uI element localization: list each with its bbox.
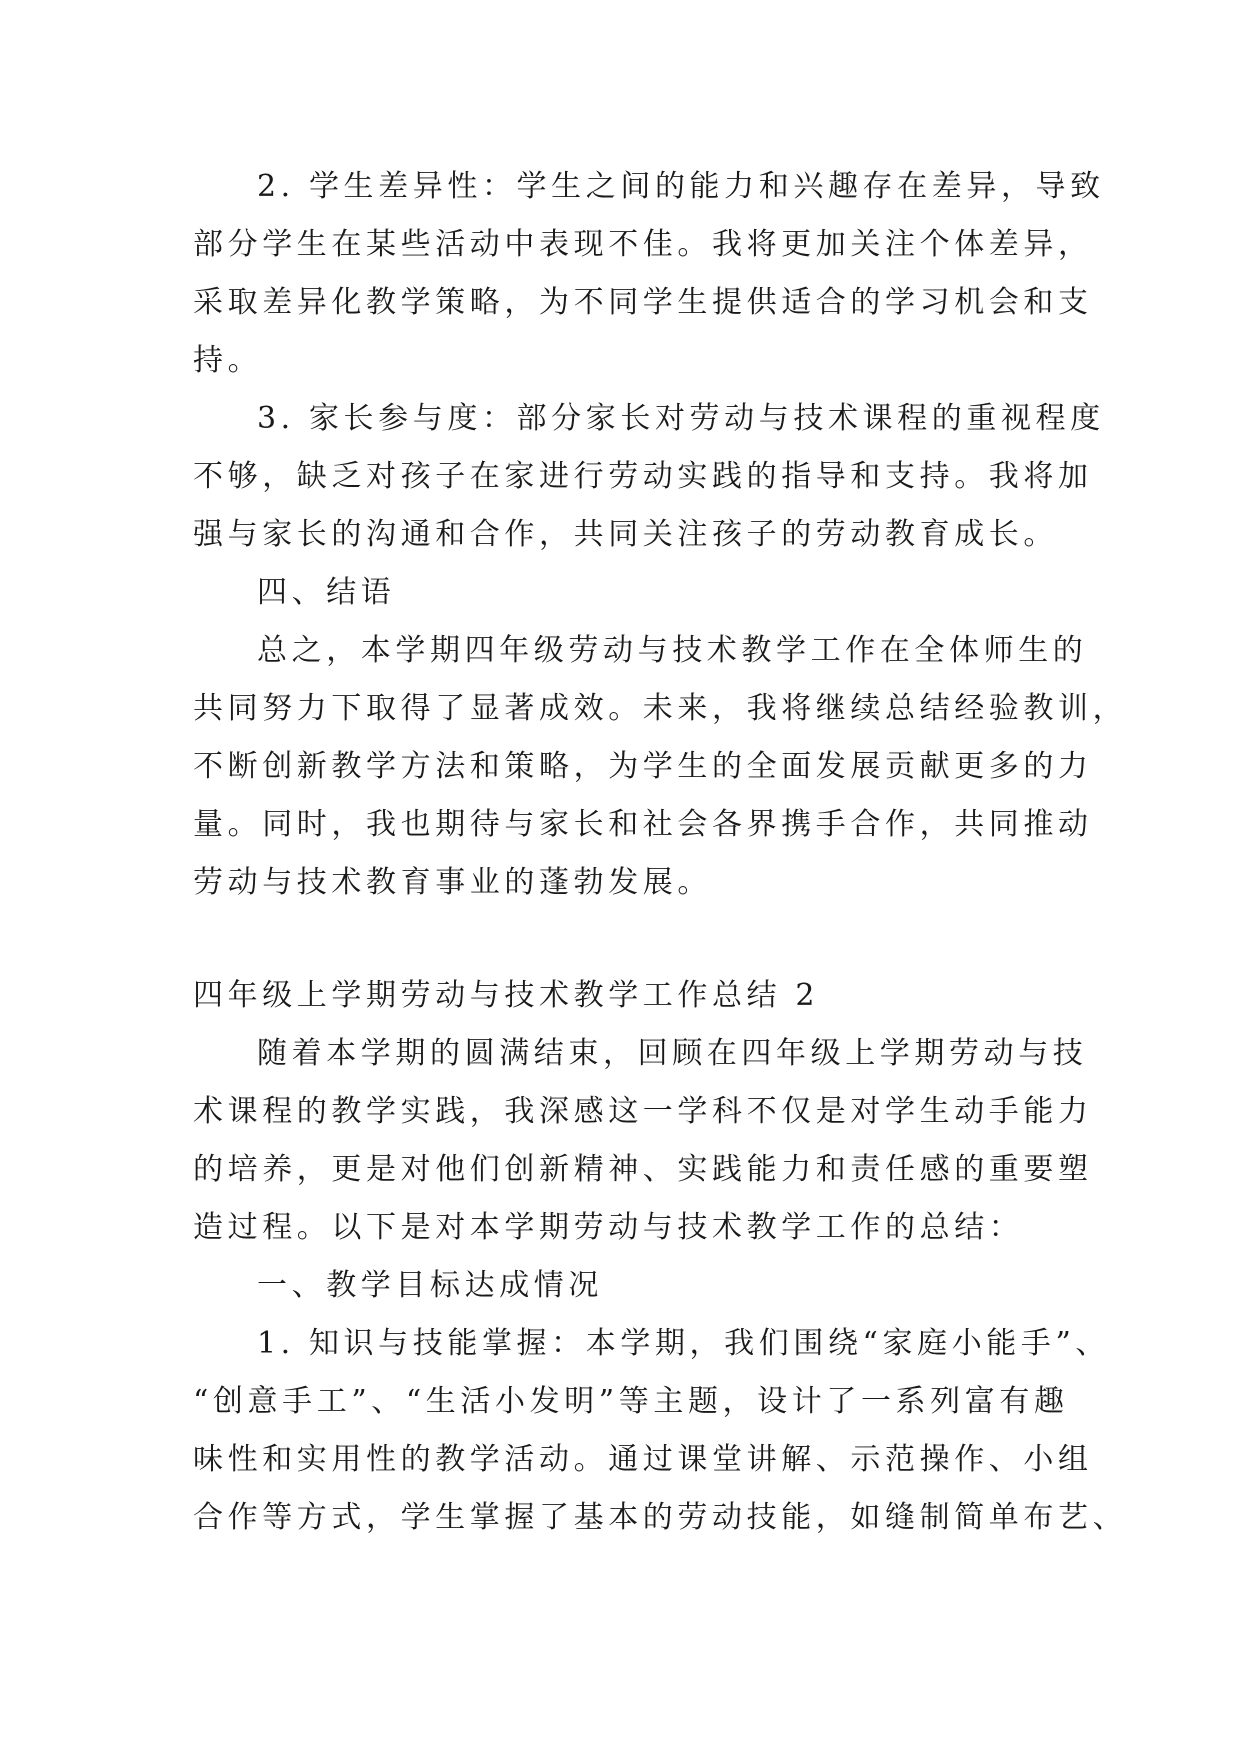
- paragraph-line: 味性和实用性的教学活动。通过课堂讲解、示范操作、小组: [193, 1442, 1093, 1477]
- section-heading: 四、结语: [257, 575, 396, 610]
- paragraph-line: 劳动与技术教育事业的蓬勃发展。: [193, 865, 712, 900]
- section-heading: 一、教学目标达成情况: [257, 1268, 603, 1303]
- paragraph-line: 3. 家长参与度：部分家长对劳动与技术课程的重视程度: [257, 401, 1105, 436]
- paragraph-line: 部分学生在某些活动中表现不佳。我将更加关注个体差异，: [193, 227, 1093, 262]
- paragraph-line: 的培养，更是对他们创新精神、实践能力和责任感的重要塑: [193, 1152, 1093, 1187]
- paragraph-line: 合作等方式，学生掌握了基本的劳动技能，如缝制简单布艺、: [193, 1500, 1128, 1535]
- paragraph-line: 量。同时，我也期待与家长和社会各界携手合作，共同推动: [193, 807, 1093, 842]
- paragraph-line: “创意手工”、“生活小发明”等主题，设计了一系列富有趣: [193, 1384, 1069, 1419]
- paragraph-line: 1. 知识与技能掌握：本学期，我们围绕“家庭小能手”、: [257, 1326, 1111, 1361]
- paragraph-line: 总之，本学期四年级劳动与技术教学工作在全体师生的: [257, 633, 1088, 668]
- paragraph-line: 造过程。以下是对本学期劳动与技术教学工作的总结：: [193, 1210, 1024, 1245]
- paragraph-line: 不断创新教学方法和策略，为学生的全面发展贡献更多的力: [193, 749, 1093, 784]
- paragraph-line: 2. 学生差异性：学生之间的能力和兴趣存在差异，导致: [257, 169, 1105, 204]
- paragraph-line: 随着本学期的圆满结束，回顾在四年级上学期劳动与技: [257, 1036, 1088, 1071]
- document-title: 四年级上学期劳动与技术教学工作总结 2: [193, 978, 820, 1013]
- paragraph-line: 持。: [193, 343, 263, 378]
- paragraph-line: 术课程的教学实践，我深感这一学科不仅是对学生动手能力: [193, 1094, 1093, 1129]
- paragraph-line: 采取差异化教学策略，为不同学生提供适合的学习机会和支: [193, 285, 1093, 320]
- paragraph-line: 不够，缺乏对孩子在家进行劳动实践的指导和支持。我将加: [193, 459, 1093, 494]
- paragraph-line: 共同努力下取得了显著成效。未来，我将继续总结经验教训，: [193, 691, 1128, 726]
- paragraph-line: 强与家长的沟通和合作，共同关注孩子的劳动教育成长。: [193, 517, 1058, 552]
